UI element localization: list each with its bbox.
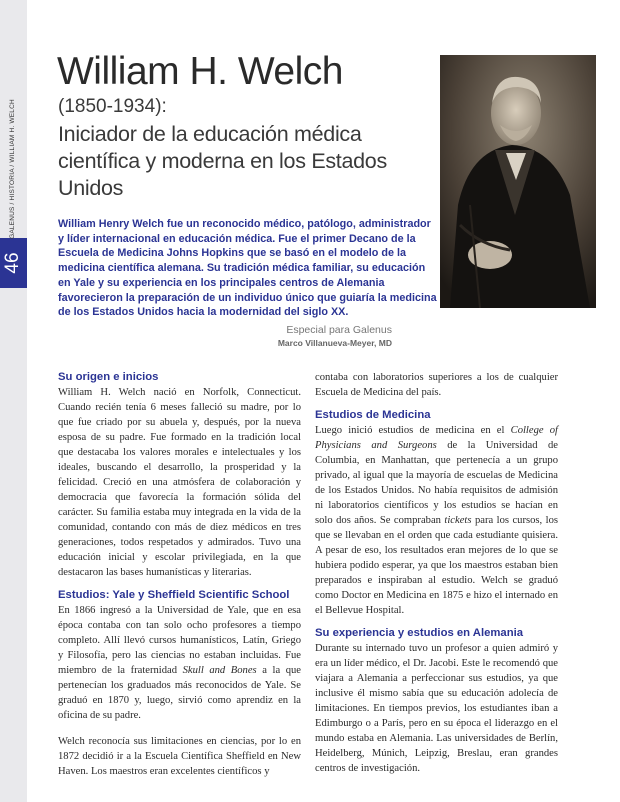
page-title: William H. Welch <box>57 50 343 93</box>
page-number: 46 <box>2 252 23 274</box>
paragraph: Durante su internado tuvo un profesor a quien admiró y era un líder médico, el Dr. Jacobi. Este le recomendó que viajara a Alemania a perfeccionar sus estudios, ya que inclusive él mismo sabía que su educación adolecía de limitaciones. En tiempos previos, los estudiantes iban a Edimburgo o a París, pero en su época el liderazgo en el mundo estaba en Alemania. Las universidades de Berlín, Heidelberg, Múnich, Leipzig, Breslau, eran grandes centros de investigación. <box>315 643 558 774</box>
paragraph: William H. Welch nació en Norfolk, Connecticut. Cuando recién tenía 6 meses falleció su madre, por lo que fue criado por su abuela y, después, por la nueva esposa de su padre. Fue formado en la tradición local que destacaba los valores morales e intelectuales y los ideales, buscando el desarrollo, la prosperidad y la felicidad. Creció en una atmósfera de colaboración y democracia que favorecía la formación sólida del carácter. Su familia estaba muy integrada en la vida de la comunidad, contando con más de diez médicos en tres generaciones, todos respetados y admirados. Tuvo una educación inicial y escolar privilegiada, en la que destacaron las bases humanísticas y literarias. <box>58 387 301 578</box>
breadcrumb: GALENUS / HISTORIA / WILLIAM H. WELCH <box>9 99 16 239</box>
section-heading-origen: Su origen e inicios <box>58 371 159 383</box>
intro-lead: William Henry Welch fue un reconocido médico, patólogo, administrador y líder internacional en educación médica. Fue el primer Decano de la Escuela de Medicina Johns Hopkins que se basó en el modelo de la medicina científica alemana. Su tradición médica familiar, su educación en Yale y su experiencia en los principales centros de Alemania favorecieron la preparación de un individuo único que guiaría la medicina de los Estados Unidos hacia la modernidad del siglo XX. <box>58 218 437 319</box>
page-subtitle: Iniciador de la educación médica científica y moderna en los Estados Unidos <box>58 122 387 200</box>
paragraph: En 1866 ingresó a la Universidad de Yale, que en esa época contaba con tan solo ocho profesores a tiempo completo. Allí llevó cursos humanísticos, Latín, Griego y Filosofía, pero las ciencias no estaban incluidas. Fue miembro de la fraternidad Skull and Bones a la que pertenecían los graduados más reconocidos de Yale. Se graduó en 1870 y, luego, sirvió como aprendiz en la oficina de su padre. <box>58 605 302 721</box>
paragraph: Luego inició estudios de medicina en el College of Physicians and Surgeons de la Universidad de Columbia, en Manhattan, que pertenecía a un grupo privado, al igual que la mayoría de escuelas de Medicina de los Estados Unidos. No había requisitos de admisión ni laboratorios científicos y los estudios se hacían en solo dos años. Se compraban tickets para los cursos, los que se llevaban en el orden que cada estudiante quisiera. A pesar de eso, los resultados eran mejores de lo que se hubiera podido esperar, ya que los maestros estaban bien preparados e inspiraban al estudio. Welch se graduó como Doctor en Medicina en 1875 e hizo el internado en el Bellevue Hospital. <box>315 425 559 616</box>
portrait-photo <box>440 55 596 308</box>
text-column-left <box>58 370 301 779</box>
paragraph: contaba con laboratorios superiores a los de cualquier Escuela de Medicina del país. <box>315 372 558 398</box>
life-dates: (1850-1934): <box>58 96 167 117</box>
section-heading-medicina: Estudios de Medicina <box>315 409 431 421</box>
author-byline: Marco Villanueva-Meyer, MD <box>277 338 392 348</box>
section-heading-alemania: Su experiencia y estudios en Alemania <box>315 627 524 639</box>
text-column-right <box>315 370 558 776</box>
special-credit: Especial para Galenus <box>286 324 392 336</box>
section-heading-yale: Estudios: Yale y Sheffield Scientific School <box>58 589 290 601</box>
paragraph: Welch reconocía sus limitaciones en ciencias, por lo en 1872 decidió ir a la Escuela Científica Sheffield en New Haven. Los maestros eran excelentes científicos y <box>58 736 301 777</box>
